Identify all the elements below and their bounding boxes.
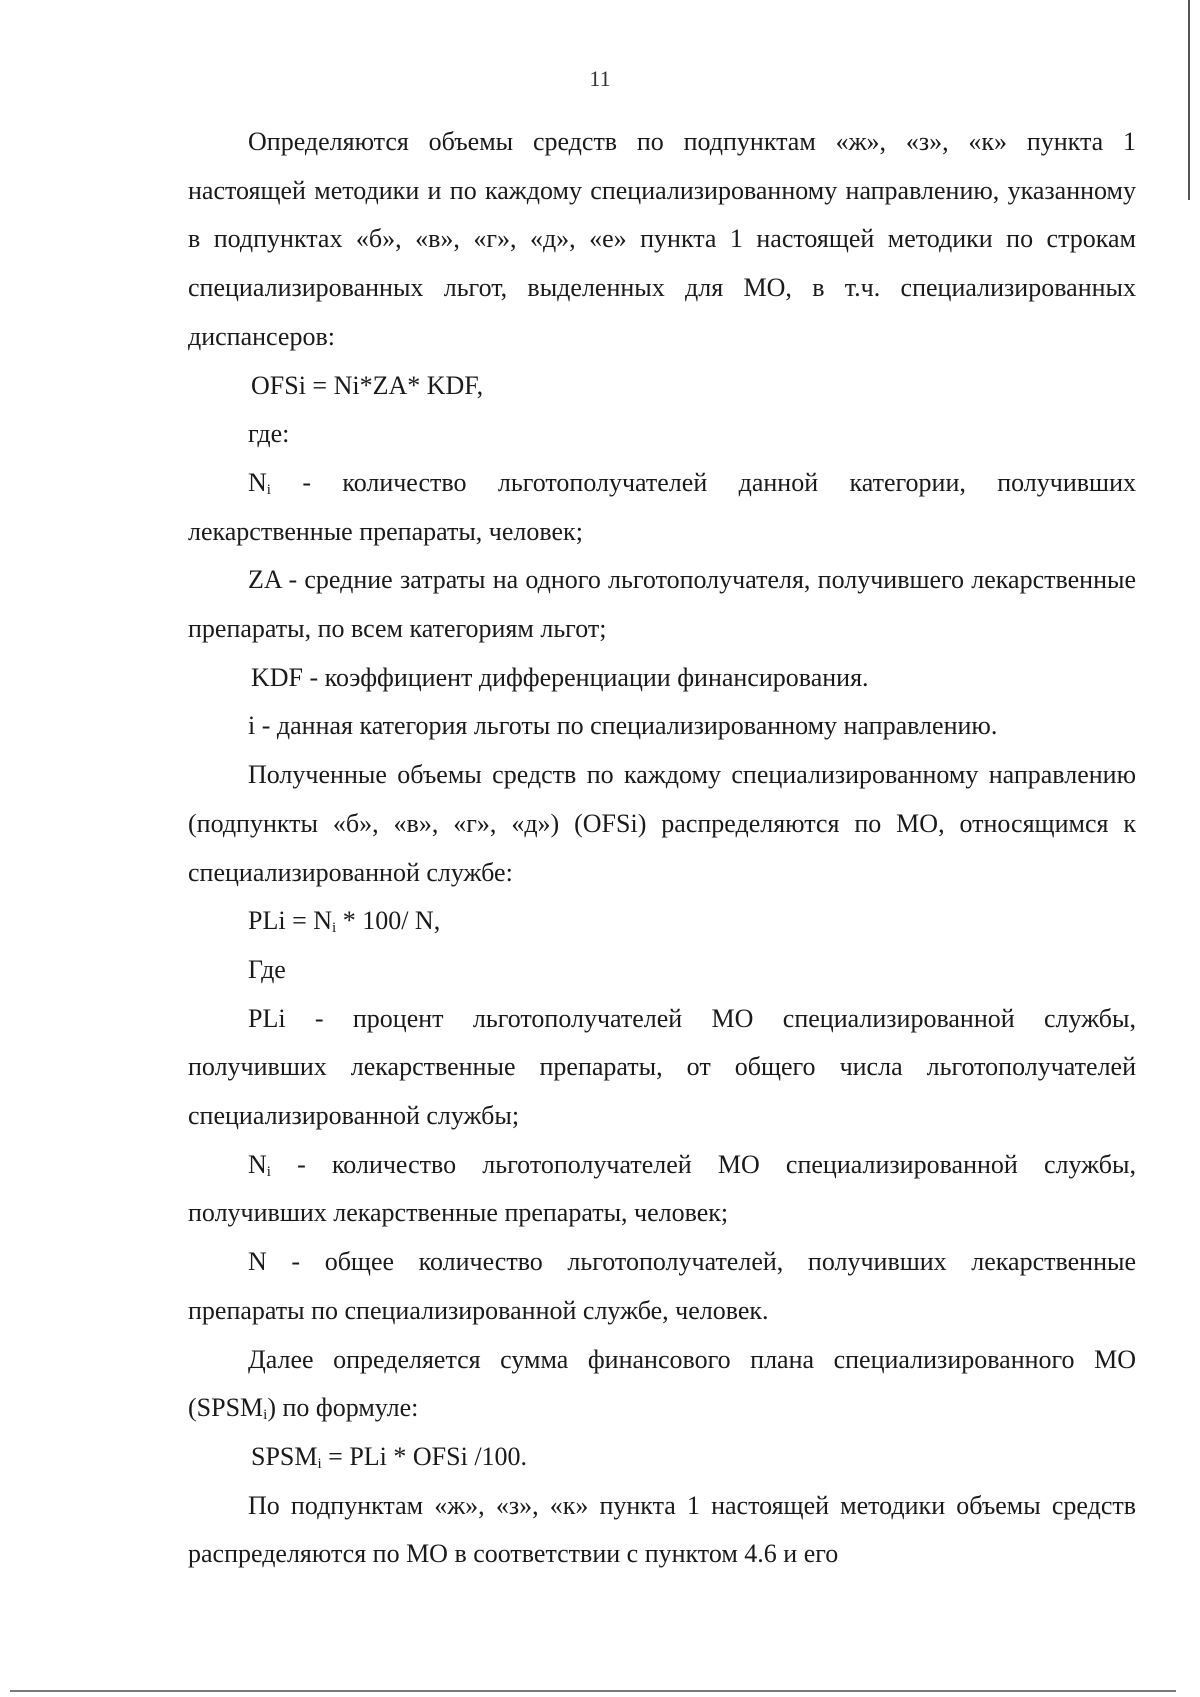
subscript-i: i bbox=[266, 1163, 271, 1180]
definition-ni bbox=[188, 459, 1136, 556]
definition-i: i - данная категория льготы по специализированному направлению. bbox=[248, 711, 998, 741]
where-label: где: bbox=[248, 419, 290, 449]
formula-spsm-lead: SPSM bbox=[251, 1441, 318, 1471]
definition-ni-mo bbox=[188, 1141, 1136, 1238]
subscript-i: i bbox=[266, 481, 271, 498]
formula-pli bbox=[188, 897, 1136, 946]
definition-n-total: N - общее количество льготополучателей, получивших лекарственные препараты по специализированной службе, человек. bbox=[188, 1247, 1136, 1325]
symbol-n: N bbox=[248, 1149, 267, 1179]
subscript-i: i bbox=[263, 1407, 268, 1424]
definition-ni-text: - количество льготополучателей данной категории, получивших лекарственные препараты, человек; bbox=[188, 467, 1136, 546]
formula-pli-lead: PLi = N bbox=[248, 906, 333, 936]
formula-spsm-rest: = PLi * OFSi /100. bbox=[321, 1441, 528, 1471]
subscript-i: i bbox=[332, 920, 337, 937]
scan-border-right bbox=[1188, 0, 1190, 200]
page-number: 11 bbox=[589, 66, 611, 91]
where-label-2: Где bbox=[248, 954, 286, 984]
subscript-i: i bbox=[317, 1455, 322, 1472]
formula-ofsi: OFSi = Ni*ZA* KDF, bbox=[251, 370, 484, 400]
document-body bbox=[188, 118, 1136, 1579]
formula-spsm bbox=[188, 1433, 1136, 1482]
symbol-n: N bbox=[248, 467, 267, 497]
scan-border-bottom bbox=[10, 1690, 1176, 1692]
paragraph-final: По подпунктам «ж», «з», «к» пункта 1 настоящей методики объемы средств распределяются по МО в соответствии с пунктом 4.6 и его bbox=[188, 1490, 1136, 1569]
definition-ni-mo-text: - количество льготополучателей МО специализированной службы, получивших лекарственные препараты, человек; bbox=[188, 1149, 1136, 1228]
paragraph-intro: Определяются объемы средств по подпунктам «ж», «з», «к» пункта 1 настоящей методики и по каждому специализированному направлению, указанному в подпунктах «б», «в», «г», «д», «е» пункта 1 настоящей методики по строкам специализированных льгот, выделенных для МО, в т.ч. специализированных диспансеров: bbox=[188, 127, 1136, 351]
formula-pli-rest: * 100/ N, bbox=[336, 906, 441, 936]
definition-za: ZA - средние затраты на одного льготополучателя, получившего лекарственные препараты, по всем категориям льгот; bbox=[188, 565, 1136, 644]
definition-pli: PLi - процент льготополучателей МО специализированной службы, получивших лекарственные препараты, от общего числа льготополучателей специализированной службы; bbox=[188, 1003, 1136, 1131]
paragraph-distribution: Полученные объемы средств по каждому специализированному направлению (подпункты «б», «в», «г», «д») (OFSi) распределяются по МО, относящимся к специализированной службе: bbox=[188, 760, 1136, 887]
definition-kdf: KDF - коэффициент дифференциации финансирования. bbox=[251, 662, 869, 692]
paragraph-spsm: Далее определяется сумма финансового плана специализированного МО $(SPSM_i)$ по формуле: bbox=[188, 1344, 1136, 1424]
